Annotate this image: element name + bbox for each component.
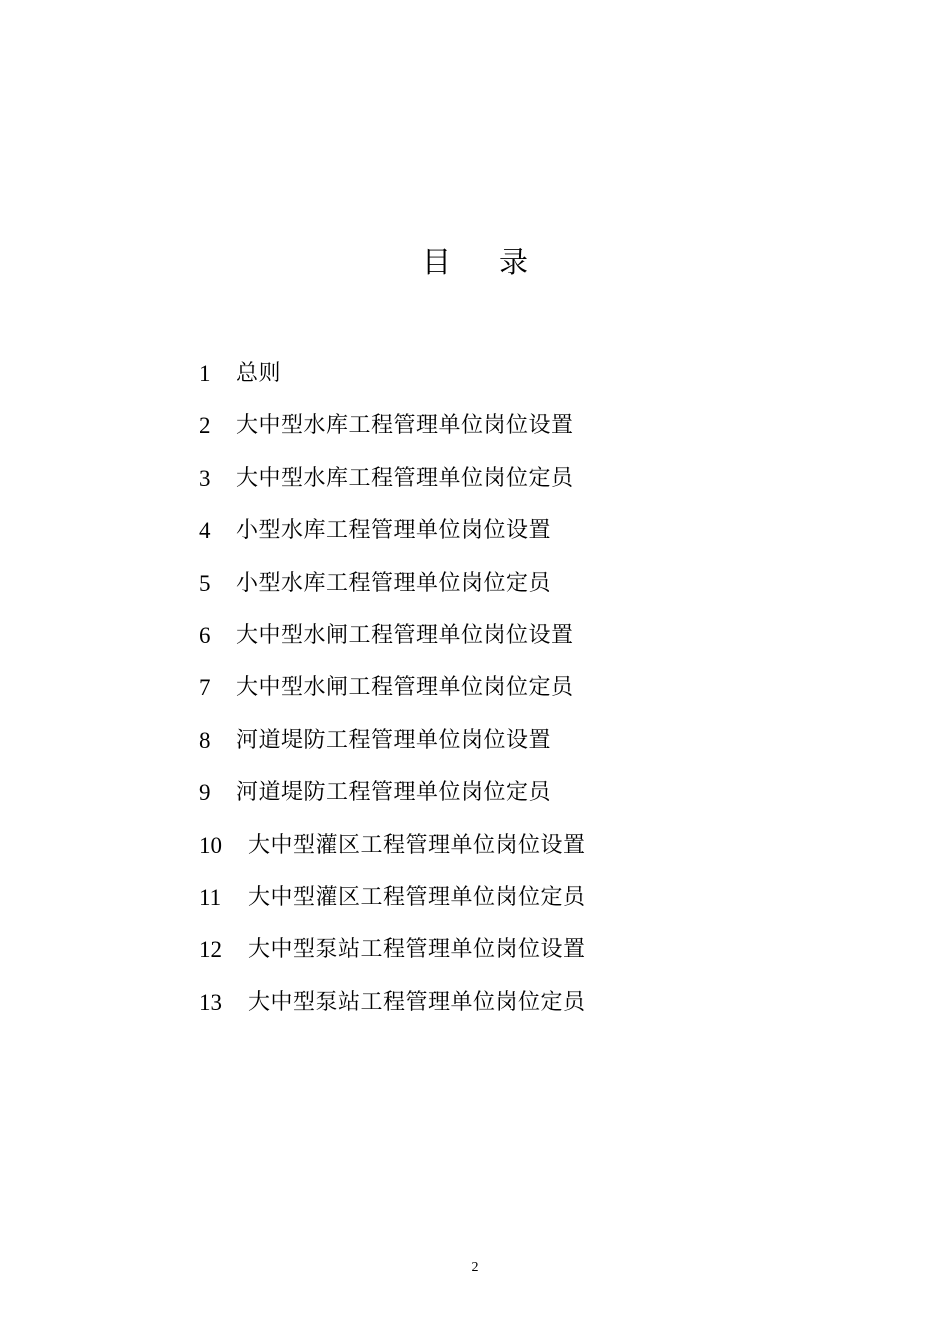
toc-entry[interactable] [199,404,586,456]
toc-entry-label: 大中型泵站工程管理单位岗位设置 [248,937,586,963]
toc-entry-label: 河道堤防工程管理单位岗位定员 [236,780,552,806]
toc-entry-number: 12 [199,937,222,963]
toc-entry-number: 6 [199,622,211,648]
toc-entry-label: 大中型水库工程管理单位岗位设置 [236,413,574,439]
table-of-contents [199,352,586,1033]
toc-entry[interactable] [199,614,586,666]
toc-entry-number: 10 [199,832,222,858]
toc-title [0,240,950,284]
toc-entry[interactable] [199,771,586,823]
toc-entry-label: 大中型灌区工程管理单位岗位设置 [248,832,586,858]
toc-entry-number: 9 [199,780,211,806]
toc-entry-label: 大中型水库工程管理单位岗位定员 [236,465,574,491]
toc-entry[interactable] [199,457,586,509]
toc-entry-label: 河道堤防工程管理单位岗位设置 [236,727,552,753]
toc-entry[interactable] [199,876,586,928]
toc-entry[interactable] [199,562,586,614]
toc-entry-number: 2 [199,413,211,439]
toc-entry-number: 1 [199,361,211,386]
toc-entry-label: 大中型泵站工程管理单位岗位定员 [248,989,586,1015]
toc-entry[interactable] [199,509,586,561]
toc-entry-label: 大中型灌区工程管理单位岗位定员 [248,884,586,910]
toc-entry[interactable] [199,928,586,980]
toc-entry-label: 大中型水闸工程管理单位岗位设置 [236,622,574,648]
toc-entry-label: 总则 [236,361,282,386]
toc-entry[interactable] [199,981,586,1033]
toc-entry[interactable] [199,352,586,404]
toc-entry-number: 7 [199,675,211,701]
toc-entry-number: 11 [199,884,222,910]
toc-entry[interactable] [199,666,586,718]
toc-entry-number: 5 [199,570,211,596]
toc-entry-number: 8 [199,727,211,753]
toc-entry-label: 小型水库工程管理单位岗位定员 [236,570,552,596]
toc-entry[interactable] [199,824,586,876]
toc-entry-number: 4 [199,518,211,544]
toc-entry-number: 3 [199,465,211,491]
page-number: 2 [471,1260,479,1275]
toc-entry-label: 大中型水闸工程管理单位岗位定员 [236,675,574,701]
toc-title-char-2: 录 [499,245,529,279]
toc-entry[interactable] [199,719,586,771]
toc-entry-number: 13 [199,989,222,1015]
toc-entry-label: 小型水库工程管理单位岗位设置 [236,518,552,544]
toc-title-char-1: 目 [421,245,451,279]
